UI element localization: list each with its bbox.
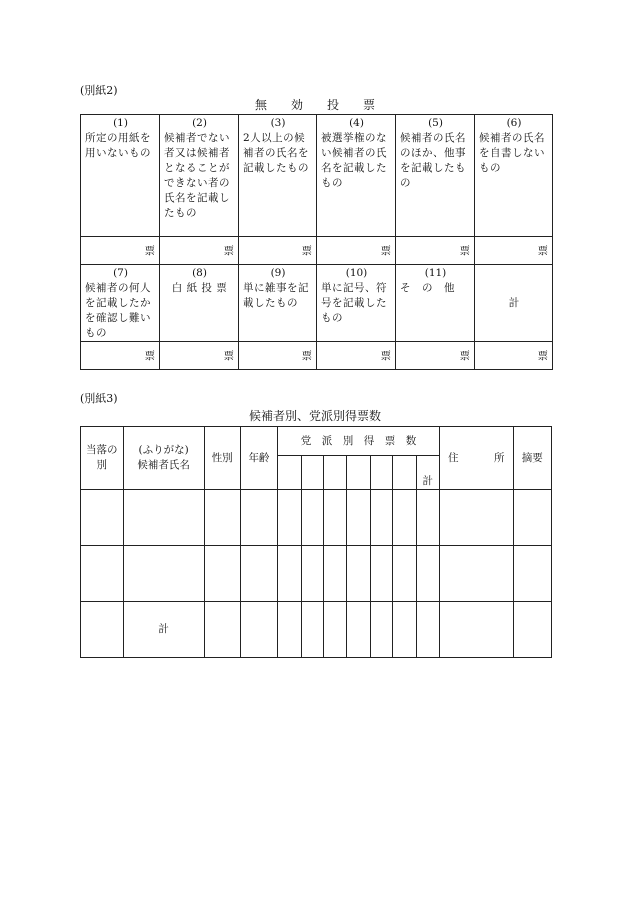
candidate-name-header: (ふりがな) 候補者氏名	[123, 427, 204, 490]
vote-unit: 票	[81, 237, 160, 265]
vote-unit: 票	[475, 342, 553, 370]
vote-unit: 票	[81, 342, 160, 370]
invalid-votes-title: 無 効 投 票	[254, 98, 375, 112]
age-header: 年齢	[240, 427, 277, 490]
sheet3-label: (別紙3)	[80, 392, 118, 405]
invalid-total-cell: 計	[475, 265, 553, 342]
invalid-row-2	[81, 265, 553, 342]
vote-unit: 票	[239, 342, 317, 370]
vote-unit: 票	[317, 342, 396, 370]
invalid-cell-11: (11) そ の 他	[396, 265, 475, 342]
votes-by-candidate-table	[80, 426, 552, 658]
invalid-cell-6: (6) 候補者の氏名を自書しないもの	[475, 115, 553, 237]
total-row	[81, 602, 552, 658]
invalid-row-1	[81, 115, 553, 237]
invalid-cell-9: (9) 単に雑事を記載したもの	[239, 265, 317, 342]
sex-header: 性別	[204, 427, 240, 490]
vote-unit: 票	[396, 237, 475, 265]
elected-header: 当落の別	[81, 427, 124, 490]
candidate-row	[81, 490, 552, 546]
vote-unit: 票	[396, 342, 475, 370]
invalid-cell-5: (5) 候補者の氏名のほか、他事を記載したもの	[396, 115, 475, 237]
vote-unit: 票	[317, 237, 396, 265]
votes-by-candidate-title: 候補者別、党派別得票数	[248, 409, 381, 423]
remarks-header: 摘要	[513, 427, 551, 490]
invalid-cell-8: (8) 白 紙 投 票	[160, 265, 239, 342]
header-row-1	[81, 427, 552, 456]
invalid-cell-3: (3) 2人以上の候補者の氏名を記載したもの	[239, 115, 317, 237]
party-total-header: 計	[416, 456, 439, 490]
vote-unit: 票	[475, 237, 553, 265]
invalid-votes-table	[80, 114, 553, 370]
invalid-cell-2: (2) 候補者でない者又は候補者となることができない者の氏名を記載したもの	[160, 115, 239, 237]
vote-count-row-2	[81, 342, 553, 370]
vote-unit: 票	[239, 237, 317, 265]
invalid-cell-10: (10) 単に記号、符号を記載したもの	[317, 265, 396, 342]
candidate-row	[81, 546, 552, 602]
party-votes-header: 党 派 別 得 票 数	[278, 427, 440, 456]
vote-unit: 票	[160, 342, 239, 370]
invalid-cell-1: (1) 所定の用紙を用いないもの	[81, 115, 160, 237]
vote-count-row-1	[81, 237, 553, 265]
invalid-cell-4: (4) 被選挙権のない候補者の氏名を記載したもの	[317, 115, 396, 237]
sheet2-label: (別紙2)	[80, 84, 118, 97]
vote-unit: 票	[160, 237, 239, 265]
address-header: 住 所	[440, 427, 514, 490]
invalid-cell-7: (7) 候補者の何人を記載したかを確認し難いもの	[81, 265, 160, 342]
total-label: 計	[123, 602, 204, 658]
